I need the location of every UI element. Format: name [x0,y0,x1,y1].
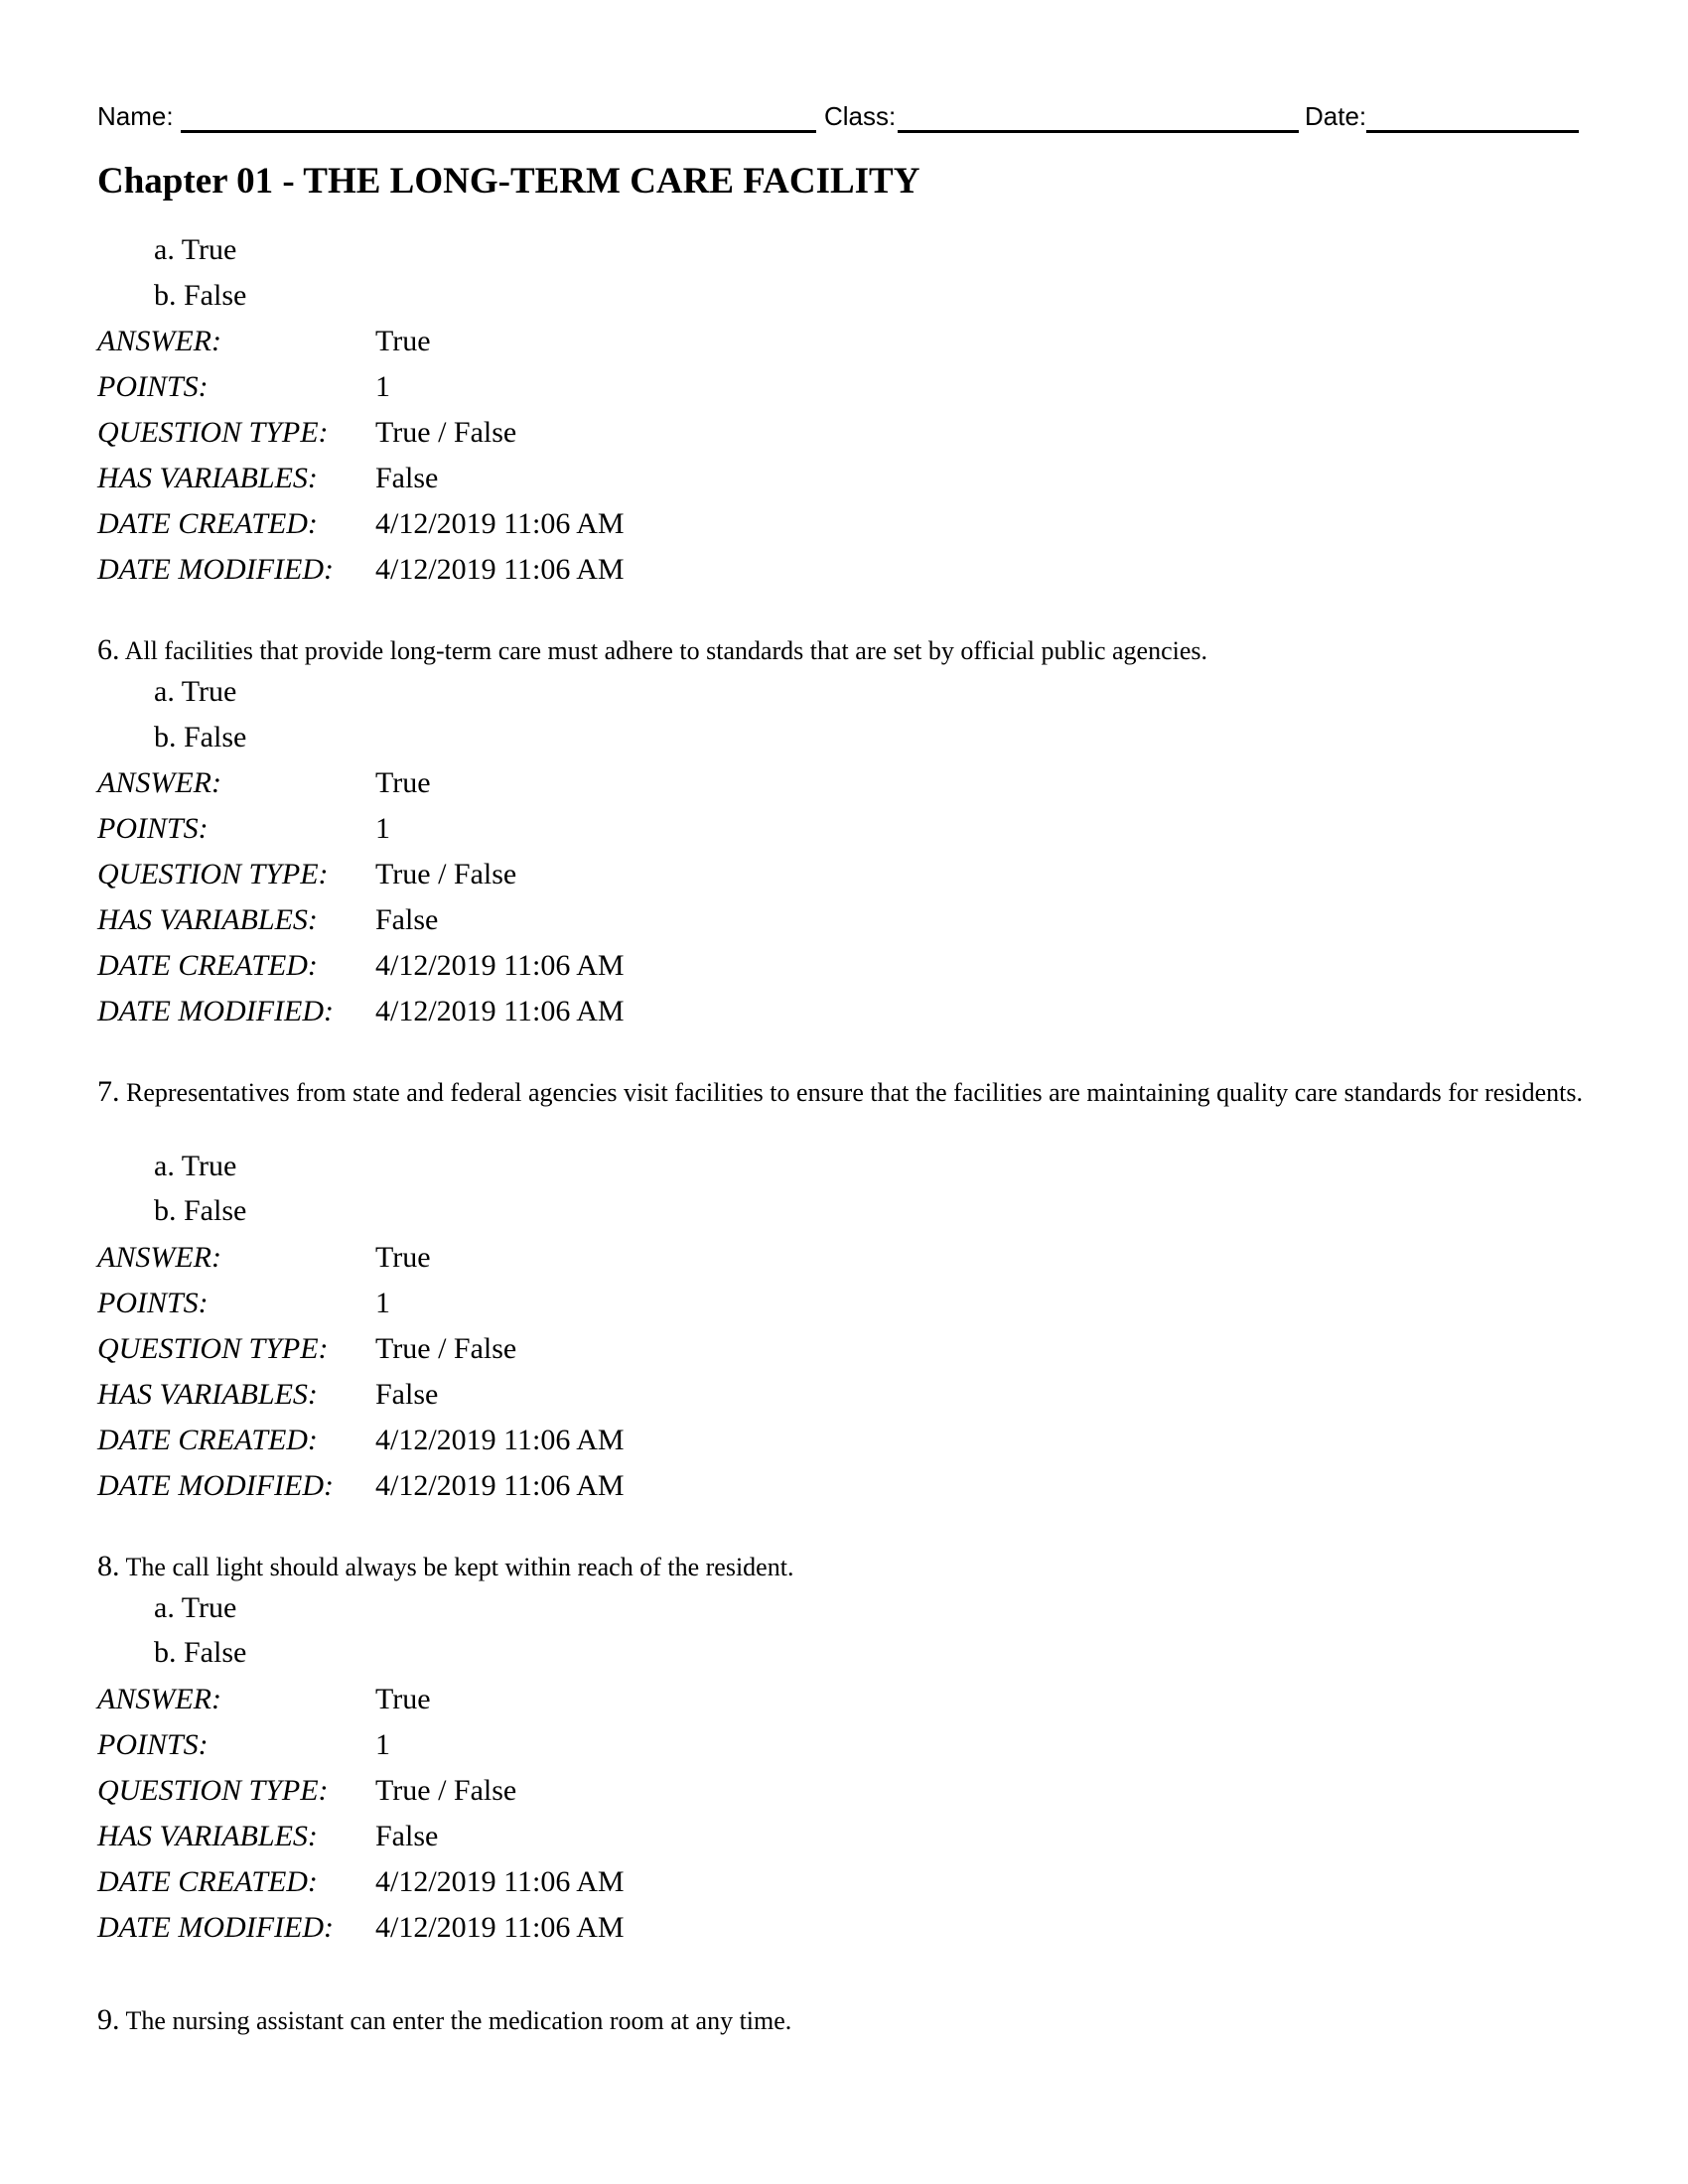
date-modified-row [97,1908,892,1948]
date-modified-value: 4/12/2019 11:06 AM [375,1911,625,1944]
points-label: POINTS: [97,1287,209,1319]
question-text: The call light should always be kept within reach of the resident. [125,1553,794,1581]
date-modified-label: DATE MODIFIED: [97,995,334,1027]
date-modified-label: DATE MODIFIED: [97,553,334,586]
date-created-label: DATE CREATED: [97,1424,318,1456]
date-created-label: DATE CREATED: [97,507,318,540]
question-number: 7. [97,1075,120,1108]
answer-label: ANSWER: [97,766,221,799]
date-modified-row [97,1466,892,1506]
date-created-value: 4/12/2019 11:06 AM [375,1424,625,1456]
has-variables-row [97,1817,892,1856]
question-text: The nursing assistant can enter the medication room at any time. [125,2006,792,2035]
points-value: 1 [375,370,390,403]
points-label: POINTS: [97,812,209,845]
has-variables-label: HAS VARIABLES: [97,1378,318,1411]
date-created-row [97,1421,892,1460]
has-variables-row [97,1375,892,1415]
answer-row [97,1680,892,1719]
has-variables-value: False [375,462,439,494]
question-number: 9. [97,2003,120,2036]
points-row [97,1284,892,1323]
option-b: b. False [154,721,247,753]
question-type-row [97,1771,892,1811]
has-variables-value: False [375,1378,439,1411]
date-created-row [97,504,892,544]
has-variables-label: HAS VARIABLES: [97,462,318,494]
date-modified-value: 4/12/2019 11:06 AM [375,1469,625,1502]
points-label: POINTS: [97,1728,209,1761]
question-number: 6. [97,633,120,666]
has-variables-row [97,459,892,498]
has-variables-row [97,900,892,940]
date-modified-value: 4/12/2019 11:06 AM [375,995,625,1027]
option-a: a. True [154,1591,237,1624]
question-type-row [97,855,892,894]
date-field-line [1366,130,1579,133]
has-variables-value: False [375,903,439,936]
answer-label: ANSWER: [97,1241,221,1274]
answer-row [97,763,892,803]
student-info-header [97,99,1579,135]
question-stem [97,632,1587,668]
question-stem [97,1549,1587,1584]
question-type-row [97,413,892,453]
points-value: 1 [375,812,390,845]
class-label: Class: [824,101,897,131]
has-variables-label: HAS VARIABLES: [97,903,318,936]
question-type-label: QUESTION TYPE: [97,1774,329,1807]
option-b: b. False [154,279,247,312]
has-variables-value: False [375,1820,439,1852]
answer-row [97,1238,892,1278]
points-row [97,809,892,849]
option-a: a. True [154,1150,237,1182]
answer-value: True [375,1683,431,1715]
chapter-title: Chapter 01 - THE LONG-TERM CARE FACILITY [97,161,920,202]
date-created-row [97,946,892,986]
name-field-line [181,130,816,133]
question-type-value: True / False [375,416,517,449]
answer-value: True [375,325,431,357]
points-row [97,1725,892,1765]
date-created-label: DATE CREATED: [97,1865,318,1898]
name-label: Name: [97,101,174,131]
points-label: POINTS: [97,370,209,403]
date-created-value: 4/12/2019 11:06 AM [375,949,625,982]
question-number: 8. [97,1550,120,1582]
question-type-value: True / False [375,858,517,890]
answer-label: ANSWER: [97,325,221,357]
option-b: b. False [154,1194,247,1227]
date-created-value: 4/12/2019 11:06 AM [375,1865,625,1898]
points-row [97,367,892,407]
answer-value: True [375,766,431,799]
date-created-value: 4/12/2019 11:06 AM [375,507,625,540]
date-created-row [97,1862,892,1902]
points-value: 1 [375,1728,390,1761]
option-a: a. True [154,233,237,266]
question-type-value: True / False [375,1774,517,1807]
answer-value: True [375,1241,431,1274]
question-type-row [97,1329,892,1369]
date-modified-row [97,550,892,590]
answer-row [97,322,892,361]
option-b: b. False [154,1636,247,1669]
question-type-label: QUESTION TYPE: [97,858,329,890]
question-stem [97,1074,1587,1110]
date-created-label: DATE CREATED: [97,949,318,982]
date-label: Date: [1305,101,1367,131]
points-value: 1 [375,1287,390,1319]
question-text: All facilities that provide long-term care must adhere to standards that are set by official public agencies. [124,636,1207,665]
question-text: Representatives from state and federal agencies visit facilities to ensure that the facilities are maintaining quality care standards for residents. [126,1078,1584,1107]
date-modified-label: DATE MODIFIED: [97,1911,334,1944]
question-type-value: True / False [375,1332,517,1365]
has-variables-label: HAS VARIABLES: [97,1820,318,1852]
date-modified-row [97,992,892,1031]
question-type-label: QUESTION TYPE: [97,1332,329,1365]
question-stem [97,2002,1587,2038]
date-modified-value: 4/12/2019 11:06 AM [375,553,625,586]
option-a: a. True [154,675,237,708]
class-field-line [898,130,1299,133]
answer-label: ANSWER: [97,1683,221,1715]
date-modified-label: DATE MODIFIED: [97,1469,334,1502]
question-type-label: QUESTION TYPE: [97,416,329,449]
